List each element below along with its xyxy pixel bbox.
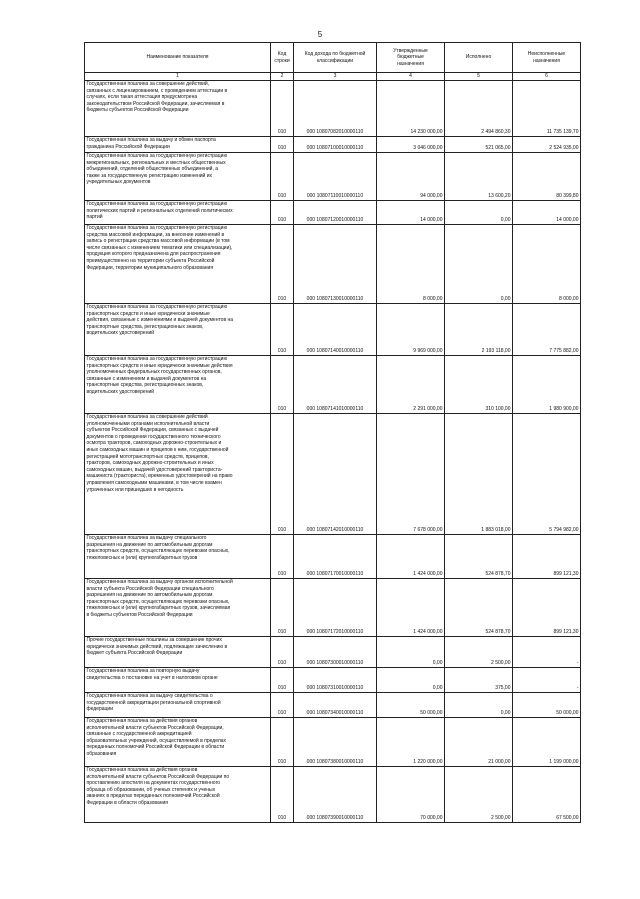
header-approved: Утвержденные бюджетные назначения bbox=[377, 43, 445, 73]
unexecuted-amount: 14 000,00 bbox=[513, 200, 581, 224]
unexecuted-amount: 67 500,00 bbox=[513, 766, 581, 822]
approved-amount: 14 230 000,00 bbox=[377, 80, 445, 136]
executed-amount: 21 000,00 bbox=[445, 717, 513, 766]
executed-amount: 524 878,70 bbox=[445, 534, 513, 578]
income-code: 000 10807082010000110 bbox=[294, 80, 377, 136]
header-indicator-name: Наименование показателя bbox=[85, 43, 271, 73]
table-row bbox=[85, 80, 581, 136]
line-code: 010 bbox=[271, 80, 294, 136]
unexecuted-amount: 7 775 882,00 bbox=[513, 303, 581, 355]
approved-amount: 0,00 bbox=[377, 667, 445, 692]
income-code: 000 10807100010000110 bbox=[294, 136, 377, 152]
line-code: 010 bbox=[271, 200, 294, 224]
executed-amount: 375,00 bbox=[445, 667, 513, 692]
line-code: 010 bbox=[271, 224, 294, 303]
indicator-name: Государственная пошлина за действия органов исполнительной власти субъектов Российской Федерации по проставлению апостиля на документах государственного образца об образовании, об ученых степенях и ученых званиях в пределах переданных полномочий Российской Федерации в области образования bbox=[85, 766, 271, 822]
line-code: 010 bbox=[271, 355, 294, 413]
column-number: 3 bbox=[294, 73, 377, 81]
header-income-code: Код дохода по бюджетной классификации bbox=[294, 43, 377, 73]
income-code: 000 10807142010000110 bbox=[294, 413, 377, 534]
table-row bbox=[85, 717, 581, 766]
unexecuted-amount: 8 000,00 bbox=[513, 224, 581, 303]
indicator-name: Государственная пошлина за выдачу специального разрешения на движение по автомобильным дорогам транспортных средств, осуществляющих перевозки опасных, тяжеловесных и (или) крупногабаритных грузов bbox=[85, 534, 271, 578]
approved-amount: 1 424 000,00 bbox=[377, 578, 445, 636]
income-code: 000 10807310010000110 bbox=[294, 667, 377, 692]
budget-income-table bbox=[84, 42, 581, 823]
line-code: 010 bbox=[271, 692, 294, 717]
indicator-name: Государственная пошлина за государственную регистрацию средства массовой информации, за внесение изменений в запись о регистрации средства массовой информации (в том числе связанных с изменением тематики или специализации), продукция которого предназначена для распространения преимущественно на территории субъекта Российской Федерации, территории муниципального образования bbox=[85, 224, 271, 303]
income-code: 000 10807120010000110 bbox=[294, 200, 377, 224]
executed-amount: 524 878,70 bbox=[445, 578, 513, 636]
approved-amount: 8 000,00 bbox=[377, 224, 445, 303]
table-row bbox=[85, 224, 581, 303]
table-row bbox=[85, 303, 581, 355]
table-row bbox=[85, 578, 581, 636]
indicator-name: Государственная пошлина за выдачу органом исполнительной власти субъекта Российской Федерации специального разрешения на движение по автомобильным дорогам транспортных средств, осуществляющих перевозки опасных, тяжеловесных и (или) крупногабаритных грузов, зачисляемая в бюджеты субъектов Российской Федерации bbox=[85, 578, 271, 636]
page-number: 5 bbox=[317, 30, 323, 39]
table-row bbox=[85, 692, 581, 717]
income-code: 000 10807110010000110 bbox=[294, 152, 377, 200]
line-code: 010 bbox=[271, 303, 294, 355]
income-code: 000 10807380010000110 bbox=[294, 717, 377, 766]
unexecuted-amount: - bbox=[513, 667, 581, 692]
unexecuted-amount: 899 121,30 bbox=[513, 578, 581, 636]
executed-amount: 2 500,00 bbox=[445, 636, 513, 667]
income-code: 000 10807340010000110 bbox=[294, 692, 377, 717]
line-code: 010 bbox=[271, 636, 294, 667]
column-number: 5 bbox=[445, 73, 513, 81]
header-line-code: Код строки bbox=[271, 43, 294, 73]
executed-amount: 0,00 bbox=[445, 224, 513, 303]
executed-amount: 13 600,20 bbox=[445, 152, 513, 200]
approved-amount: 1 220 000,00 bbox=[377, 717, 445, 766]
income-code: 000 10807130010000110 bbox=[294, 224, 377, 303]
executed-amount: 1 883 018,00 bbox=[445, 413, 513, 534]
column-number: 1 bbox=[85, 73, 271, 81]
indicator-name: Государственная пошлина за выдачу свидетельства о государственной аккредитации региональной спортивной федерации bbox=[85, 692, 271, 717]
approved-amount: 3 046 000,00 bbox=[377, 136, 445, 152]
line-code: 010 bbox=[271, 534, 294, 578]
table-row bbox=[85, 667, 581, 692]
executed-amount: 0,00 bbox=[445, 692, 513, 717]
line-code: 010 bbox=[271, 766, 294, 822]
indicator-name: Государственная пошлина за повторную выдачу свидетельства о постановке на учет в налоговом органе bbox=[85, 667, 271, 692]
executed-amount: 2 494 860,30 bbox=[445, 80, 513, 136]
column-number: 2 bbox=[271, 73, 294, 81]
table-row bbox=[85, 200, 581, 224]
column-number: 6 bbox=[513, 73, 581, 81]
income-code: 000 10807300010000110 bbox=[294, 636, 377, 667]
table-row bbox=[85, 355, 581, 413]
unexecuted-amount: 1 199 000,00 bbox=[513, 717, 581, 766]
table-row bbox=[85, 534, 581, 578]
unexecuted-amount: 50 000,00 bbox=[513, 692, 581, 717]
unexecuted-amount: 11 735 139,70 bbox=[513, 80, 581, 136]
column-number: 4 bbox=[377, 73, 445, 81]
income-code: 000 10807170010000110 bbox=[294, 534, 377, 578]
approved-amount: 9 969 000,00 bbox=[377, 303, 445, 355]
indicator-name: Государственная пошлина за выдачу и обмен паспорта гражданина Российской Федерации bbox=[85, 136, 271, 152]
approved-amount: 50 000,00 bbox=[377, 692, 445, 717]
indicator-name: Государственная пошлина за совершение действий, связанных с лицензированием, с проведением аттестации в случаях, если такая аттестация предусмотрена законодательством Российской Федерации, зачисляемая в бюджеты субъектов Российской Федерации bbox=[85, 80, 271, 136]
indicator-name: Государственная пошлина за государственную регистрацию транспортных средств и иные юридически значимые действия, связанные с изменениями и выдачей документов на транспортные средства, регистрационных знаков, водительских удостоверений bbox=[85, 303, 271, 355]
unexecuted-amount: 1 980 900,00 bbox=[513, 355, 581, 413]
column-number-row bbox=[85, 73, 581, 81]
income-code: 000 10807172010000110 bbox=[294, 578, 377, 636]
executed-amount: 2 193 118,00 bbox=[445, 303, 513, 355]
indicator-name: Государственная пошлина за действия органов исполнительной власти субъектов Российской Федерации, связанные с государственной аккредитацией образовательных учреждений, осуществляемой в пределах переданных полномочий Российской Федерации в области образования bbox=[85, 717, 271, 766]
approved-amount: 70 000,00 bbox=[377, 766, 445, 822]
indicator-name: Государственная пошлина за государственную регистрацию транспортных средств и иные юридически значимые действия уполномоченных федеральных государственных органов, связанные с изменением и выдачей документов на транспортные средства, регистрационных знаков, водительских удостоверений bbox=[85, 355, 271, 413]
table-row bbox=[85, 413, 581, 534]
unexecuted-amount: - bbox=[513, 636, 581, 667]
table-row bbox=[85, 766, 581, 822]
header-executed: Исполнено bbox=[445, 43, 513, 73]
table-row bbox=[85, 152, 581, 200]
income-code: 000 10807141010000110 bbox=[294, 355, 377, 413]
executed-amount: 2 500,00 bbox=[445, 766, 513, 822]
approved-amount: 0,00 bbox=[377, 636, 445, 667]
indicator-name: Государственная пошлина за совершение действий уполномоченными органами исполнительной власти субъектов Российской Федерации, связанных с выдачей документов о проведении государственного технического осмотра тракторов, самоходных дорожно-строительных и иных самоходных машин и прицепов к ним, государственной регистрацией мототранспортных средств, прицепов, тракторов, самоходных дорожно-строительных и иных самоходных машин, выдачей удостоверений тракториста- машиниста (тракториста), временных удостоверений на право управления самоходными машинами, в том числе взамен утраченных или пришедших в негодность bbox=[85, 413, 271, 534]
approved-amount: 1 424 000,00 bbox=[377, 534, 445, 578]
unexecuted-amount: 80 399,80 bbox=[513, 152, 581, 200]
approved-amount: 2 291 000,00 bbox=[377, 355, 445, 413]
approved-amount: 94 000,00 bbox=[377, 152, 445, 200]
table-row bbox=[85, 636, 581, 667]
indicator-name: Государственная пошлина за государственную регистрацию политических партий и региональных отделений политических партий bbox=[85, 200, 271, 224]
line-code: 010 bbox=[271, 578, 294, 636]
executed-amount: 521 065,00 bbox=[445, 136, 513, 152]
unexecuted-amount: 5 794 982,00 bbox=[513, 413, 581, 534]
approved-amount: 14 000,00 bbox=[377, 200, 445, 224]
line-code: 010 bbox=[271, 152, 294, 200]
line-code: 010 bbox=[271, 667, 294, 692]
table-row bbox=[85, 136, 581, 152]
approved-amount: 7 678 000,00 bbox=[377, 413, 445, 534]
line-code: 010 bbox=[271, 136, 294, 152]
line-code: 010 bbox=[271, 717, 294, 766]
unexecuted-amount: 899 121,30 bbox=[513, 534, 581, 578]
indicator-name: Государственная пошлина за государственную регистрацию межрегиональных, региональных и местных общественных объединений, отделений общественных объединений, а также за государственную регистрацию изменений их учредительных документов bbox=[85, 152, 271, 200]
indicator-name: Прочие государственные пошлины за совершение прочих юридически значимых действий, подлежащие зачислению в бюджет субъекта Российской Федерации bbox=[85, 636, 271, 667]
unexecuted-amount: 2 524 935,00 bbox=[513, 136, 581, 152]
header-unexecuted: Неисполненные назначения bbox=[513, 43, 581, 73]
line-code: 010 bbox=[271, 413, 294, 534]
executed-amount: 310 100,00 bbox=[445, 355, 513, 413]
executed-amount: 0,00 bbox=[445, 200, 513, 224]
table-header-row bbox=[85, 43, 581, 73]
income-code: 000 10807140010000110 bbox=[294, 303, 377, 355]
income-code: 000 10807390010000110 bbox=[294, 766, 377, 822]
